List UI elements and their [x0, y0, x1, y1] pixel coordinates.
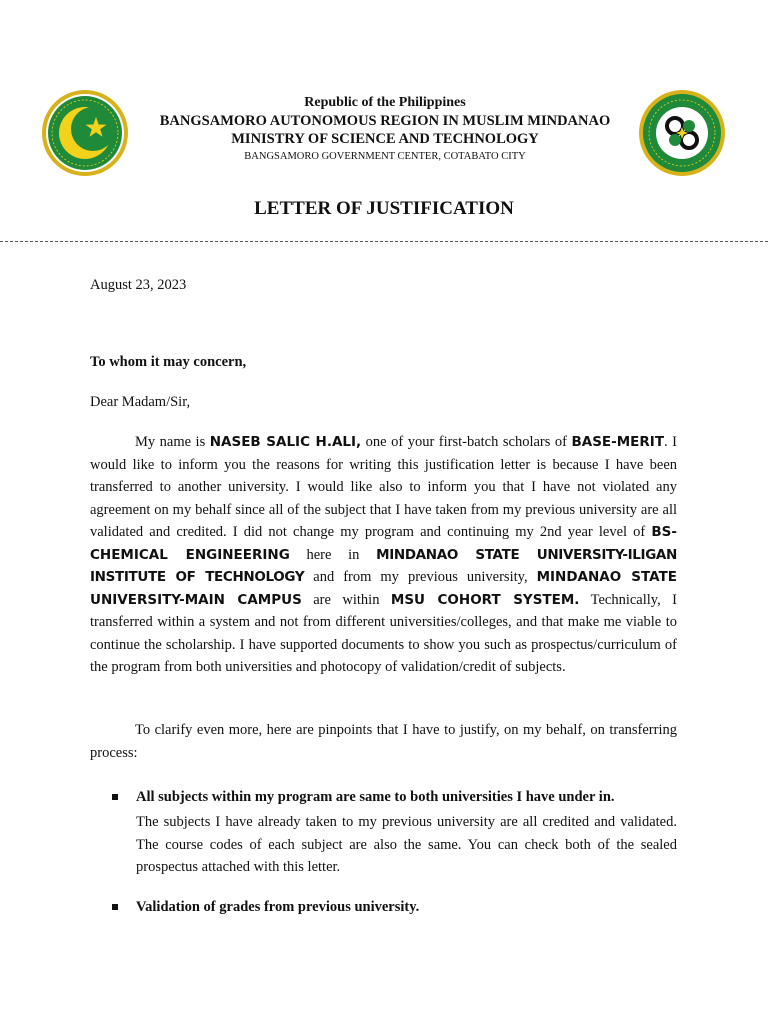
letterhead-text [150, 94, 620, 166]
document-title: LETTER OF JUSTIFICATION [254, 198, 514, 219]
body-paragraph-1 [90, 431, 677, 679]
letterhead [0, 0, 768, 200]
new-university: MINDANAO STATE UNIVERSITY-ILIGAN INSTITUTE OF TECHNOLOGY [90, 546, 677, 585]
text: My name is [135, 434, 210, 450]
region-line: BANGSAMORO AUTONOMOUS REGION IN MUSLIM MINDANAO [159, 113, 611, 129]
letter-date: August 23, 2023 [90, 277, 187, 293]
bullet-title: All subjects within my program are same to both universities I have under in. [136, 789, 615, 805]
program-name: BS-CHEMICAL ENGINEERING [90, 524, 677, 563]
republic-line: Republic of the Philippines [304, 95, 466, 110]
text: are within [301, 591, 391, 608]
bullet-title: Validation of grades from previous university. [136, 899, 420, 915]
scholarship-name: BASE-MERIT [571, 434, 665, 450]
text: To clarify even more, here are pinpoints that I have to justify, on my behalf, on transferring process: [90, 722, 677, 761]
text: here in [289, 546, 377, 563]
salutation: To whom it may concern, [90, 354, 247, 370]
most-seal-icon [637, 88, 727, 178]
text: and from my previous university, [304, 569, 537, 585]
cohort-system: MSU COHORT SYSTEM. [390, 591, 580, 608]
text: one of your first-batch scholars of [361, 434, 572, 450]
dashed-divider [0, 241, 768, 242]
scholar-name: NASEB SALIC H.ALI, [209, 434, 362, 450]
text: . I would like to inform you the reasons for writing this justification letter is because I have been transferred to another university. I would like also to inform you that I have not violated any agreement on my behalf since all of the subject that I have taken from my previous university are all validated and credited. I did not change my program and continuing my 2nd year level of [90, 434, 677, 540]
address-line: BANGSAMORO GOVERNMENT CENTER, COTABATO CITY [244, 151, 526, 162]
bullet-text: The subjects I have already taken to my previous university are all credited and validated. The course codes of each subject are also the same. You can check both of the sealed prospectus attached with this letter. [136, 814, 677, 875]
text: Technically, I transferred within a system and not from different universities/colleges, and that make me viable to continue the scholarship. I have supported documents to show you such as prospectus/curriculum of the program from both universities and photocopy of validation/credit of subjects. [90, 591, 677, 675]
ministry-line: MINISTRY OF SCIENCE AND TECHNOLOGY [231, 131, 539, 147]
barmm-seal-icon [40, 88, 130, 178]
old-university: MINDANAO STATE UNIVERSITY-MAIN CAMPUS [90, 569, 678, 608]
square-bullet-icon [112, 794, 118, 800]
body-paragraph-2 [90, 719, 677, 764]
square-bullet-icon [112, 904, 118, 910]
greeting: Dear Madam/Sir, [90, 394, 191, 410]
